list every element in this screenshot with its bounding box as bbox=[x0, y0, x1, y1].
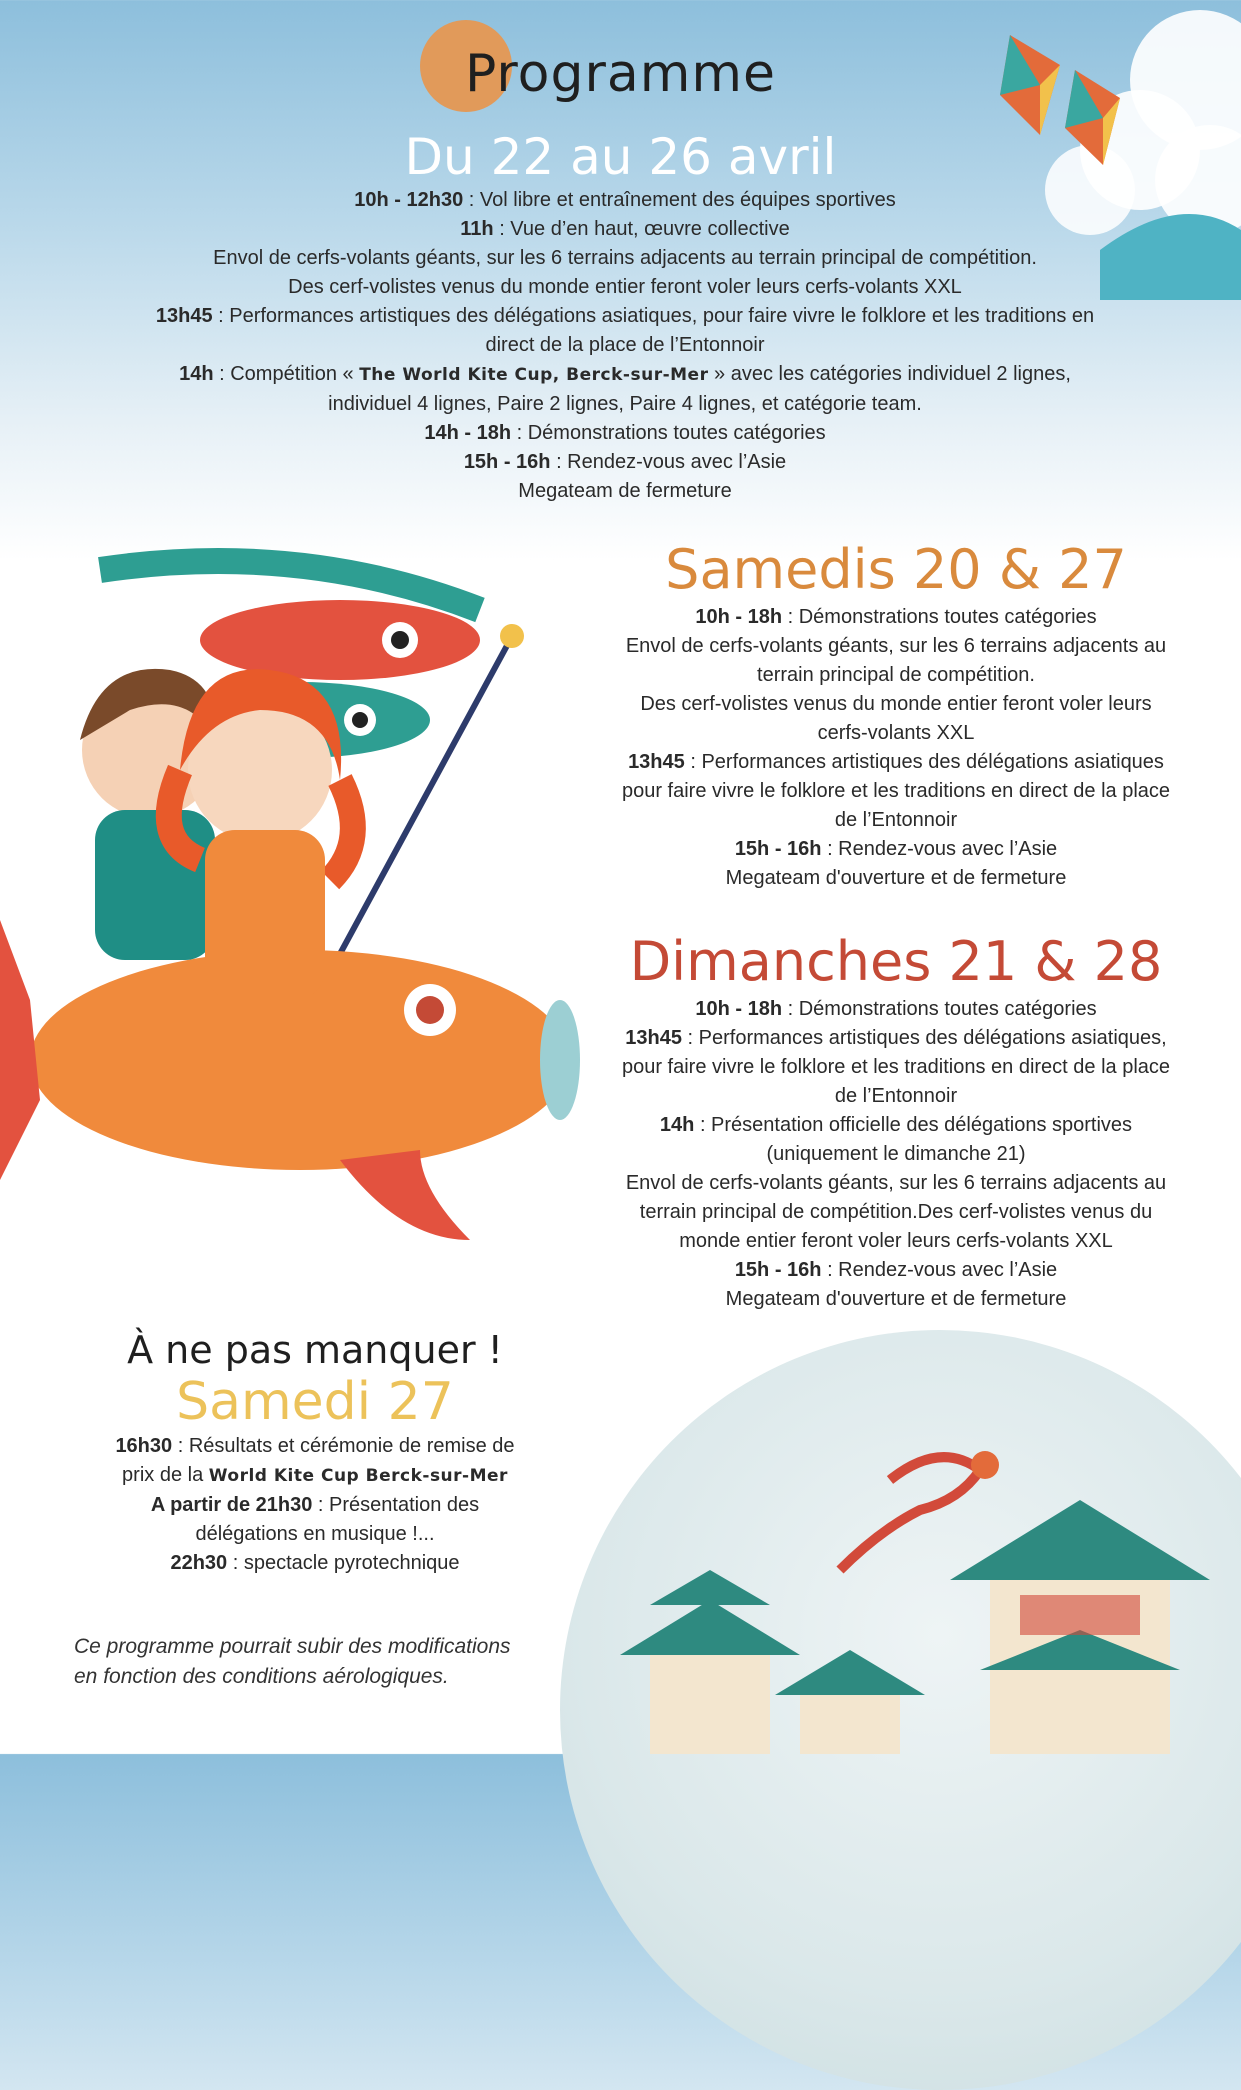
program-line: de l’Entonnoir bbox=[834, 1085, 958, 1107]
program-line: cerfs-volants XXL bbox=[817, 722, 975, 744]
children-on-koi-illustration bbox=[0, 540, 590, 1290]
program-line: Envol de cerfs-volants géants, sur les 6 terrains adjacents au terrain principal de compétition. bbox=[213, 247, 1037, 269]
cup-name: World Kite Cup Berck-sur-Mer bbox=[208, 1466, 508, 1486]
program-line: Envol de cerfs-volants géants, sur les 6 terrains adjacents au bbox=[625, 1172, 1167, 1194]
program-line: 10h - 18h : Démonstrations toutes catégories bbox=[695, 606, 1097, 628]
program-line: délégations en musique !... bbox=[195, 1523, 435, 1545]
program-line: 13h45 : Performances artistiques des délégations asiatiques, pour faire vivre le folklore et les traditions en bbox=[155, 305, 1095, 327]
highlight-title: Samedi 27 bbox=[176, 1372, 454, 1432]
program-line: 16h30 : Résultats et cérémonie de remise de bbox=[115, 1435, 515, 1457]
program-line: de l’Entonnoir bbox=[834, 809, 958, 831]
program-line: 15h - 16h : Rendez-vous avec l’Asie bbox=[463, 451, 787, 473]
highlight-section bbox=[60, 1328, 570, 1578]
cup-name: The World Kite Cup, Berck-sur-Mer bbox=[359, 365, 709, 385]
sundays-section bbox=[596, 930, 1196, 1314]
pagoda-dragon-illustration bbox=[560, 1420, 1241, 1754]
page-title: Programme bbox=[464, 44, 777, 104]
program-line: Des cerf-volistes venus du monde entier feront voler leurs bbox=[640, 693, 1152, 715]
date-range-title: Du 22 au 26 avril bbox=[404, 128, 837, 186]
program-line: 15h - 16h : Rendez-vous avec l’Asie bbox=[734, 1259, 1058, 1281]
program-line: Des cerf-volistes venus du monde entier feront voler leurs cerfs-volants XXL bbox=[288, 276, 962, 298]
program-line: 22h30 : spectacle pyrotechnique bbox=[170, 1552, 460, 1574]
program-line: individuel 4 lignes, Paire 2 lignes, Paire 4 lignes, et catégorie team. bbox=[328, 393, 922, 415]
program-line: terrain principal de compétition. bbox=[757, 664, 1035, 686]
program-line: pour faire vivre le folklore et les traditions en direct de la place bbox=[621, 780, 1171, 802]
program-line: monde entier feront voler leurs cerfs-volants XXL bbox=[679, 1230, 1113, 1252]
program-line: 15h - 16h : Rendez-vous avec l’Asie bbox=[734, 838, 1058, 860]
saturdays-title: Samedis 20 & 27 bbox=[665, 538, 1127, 601]
program-line: 13h45 : Performances artistiques des délégations asiatiques, bbox=[625, 1027, 1167, 1049]
saturdays-section bbox=[596, 538, 1196, 893]
program-line: 11h : Vue d’en haut, œuvre collective bbox=[460, 218, 790, 240]
program-line: 14h : Compétition « The World Kite Cup, Berck-sur-Mer » avec les catégories individuel 2 lignes, bbox=[179, 363, 1071, 385]
disclaimer: Ce programme pourrait subir des modifications en fonction des conditions aérologiques. bbox=[74, 1635, 511, 1688]
highlight-kicker: À ne pas manquer ! bbox=[127, 1328, 503, 1372]
program-line: 14h - 18h : Démonstrations toutes catégories bbox=[424, 422, 826, 444]
program-line: prix de la World Kite Cup Berck-sur-Mer bbox=[122, 1464, 508, 1486]
program-line: terrain principal de compétition.Des cerf-volistes venus du bbox=[639, 1201, 1153, 1223]
program-line: A partir de 21h30 : Présentation des bbox=[150, 1494, 480, 1516]
week-program bbox=[110, 186, 1140, 506]
program-line: 14h : Présentation officielle des délégations sportives bbox=[659, 1114, 1133, 1136]
program-line: 13h45 : Performances artistiques des délégations asiatiques bbox=[628, 751, 1164, 773]
program-line: Megateam d'ouverture et de fermeture bbox=[725, 1288, 1067, 1310]
sundays-title: Dimanches 21 & 28 bbox=[629, 930, 1163, 993]
program-line: 10h - 18h : Démonstrations toutes catégories bbox=[695, 998, 1097, 1020]
program-line: 10h - 12h30 : Vol libre et entraînement des équipes sportives bbox=[354, 189, 896, 211]
program-line: Megateam d'ouverture et de fermeture bbox=[725, 867, 1067, 889]
program-line: Megateam de fermeture bbox=[518, 480, 732, 502]
program-line: pour faire vivre le folklore et les traditions en direct de la place bbox=[621, 1056, 1171, 1078]
program-line: (uniquement le dimanche 21) bbox=[766, 1143, 1026, 1165]
program-line: direct de la place de l’Entonnoir bbox=[485, 334, 765, 356]
program-line: Envol de cerfs-volants géants, sur les 6 terrains adjacents au bbox=[625, 635, 1167, 657]
